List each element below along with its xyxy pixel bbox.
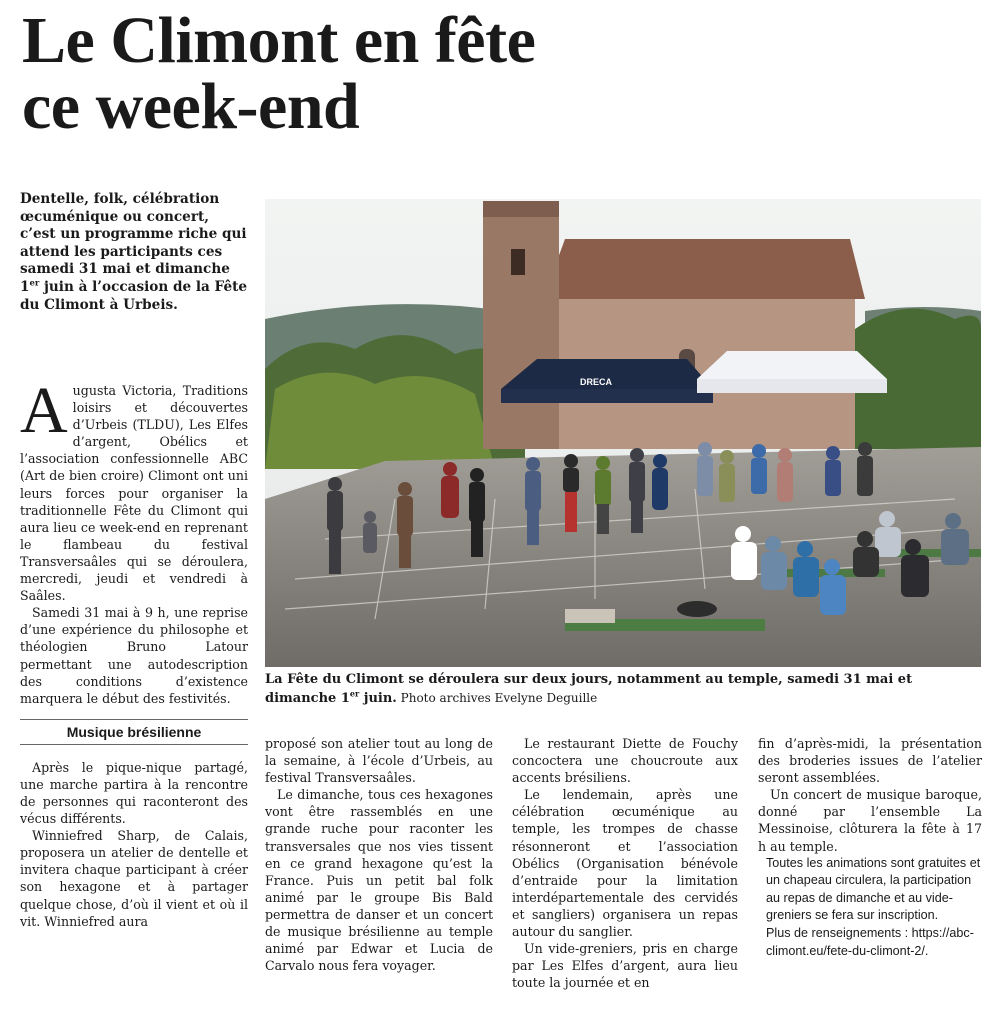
paragraph: Le dimanche, tous ces hexagones vont être rassemblés en une grande ruche pour raconter les transversales que nos vies tissent en ce grand hexagone qu’est la France. Puis un petit bal folk animé par le groupe Bis Bald permettra de danser et un concert de musique brésilienne au temple animé par Edwar et Lucia de Carvalo nous fera voyager. (265, 787, 493, 974)
headline-line-2: ce week-end (22, 70, 360, 143)
section-subheading: Musique brésilienne (20, 719, 248, 745)
paragraph: fin d’après-midi, la présentation des broderies issues de l’atelier seront assemblées. (758, 736, 982, 786)
paragraph: Un concert de musique baroque, donné par l’ensemble La Messinoise, clôturera la fête à 17 h au temple. (758, 787, 982, 854)
tent-logo: DRECA (580, 377, 613, 387)
paragraph: proposé son atelier tout au long de la semaine, à l’école d’Urbeis, au festival Transversaâles. (265, 736, 493, 786)
article-column-1 (20, 374, 248, 930)
paragraph-intro: Augusta Victoria, Traditions loisirs et découvertes d’Urbeis (TLDU), Les Elfes d’argent, Obélics et l’association confessionnelle ABC (Art de bien croire) Climont ont uni leurs forces pour organiser la traditionnelle Fête du Climont qui aura lieu ce week-end en reprenant le flambeau du festival Transversaâles qui se déroulera, mercredi, jeudi et vendredi à Saâles. (20, 374, 248, 604)
headline-line-1: Le Climont en fête (22, 4, 536, 77)
paragraph: Le restaurant Diette de Fouchy concoctera une choucroute aux accents brésiliens. (512, 736, 738, 786)
paragraph: Samedi 31 mai à 9 h, une reprise d’une expérience du philosophe et théologien Bruno Latour permettant une autodescription des conditions d’existence marquera le début des festivités. (20, 605, 248, 706)
info-note: Toutes les animations sont gratuites et un chapeau circulera, la participation au repas de dimanche et au vide-greniers se fera sur inscription. (766, 855, 981, 923)
lead-paragraph: Dentelle, folk, célébration œcuménique ou concert, c’est un programme riche qui attend les participants ces samedi 31 mai et dimanche 1er juin à l’occasion de la Fête du Climont à Urbeis. (20, 191, 248, 313)
article-column-2 (265, 735, 493, 974)
article-column-4 (758, 735, 982, 960)
photo-illustration (265, 199, 981, 667)
article-column-3 (512, 735, 738, 991)
paragraph: Un vide-greniers, pris en charge par Les Elfes d’argent, aura lieu toute la journée et en (512, 941, 738, 991)
headline (22, 4, 962, 143)
photo-caption: La Fête du Climont se déroulera sur deux jours, notamment au temple, samedi 31 mai et dimanche 1er juin. Photo archives Evelyne Deguille (265, 672, 913, 706)
article-photo (265, 199, 981, 667)
info-link-note: Plus de renseignements : https://abc-climont.eu/fete-du-climont-2/. (766, 926, 974, 958)
paragraph: Après le pique-nique partagé, une marche partira à la rencontre de personnes qui raconteront des vécus différents. (20, 759, 248, 827)
drop-cap: A (20, 374, 68, 447)
paragraph: Winniefred Sharp, de Calais, proposera un atelier de dentelle et invitera chaque participant à créer son hexagone et à partager quelque chose, d’où il vient et où il vit. Winniefred aura (20, 828, 248, 929)
photo-credit: Photo archives Evelyne Deguille (396, 691, 598, 705)
paragraph: Le lendemain, après une célébration œcuménique au temple, les trompes de chasse résonneront et l’association Obélics (Organisation bénévole d’entraide pour la limitation interdépartementale des cervidés et sangliers) organisera un repas autour du sanglier. (512, 787, 738, 940)
